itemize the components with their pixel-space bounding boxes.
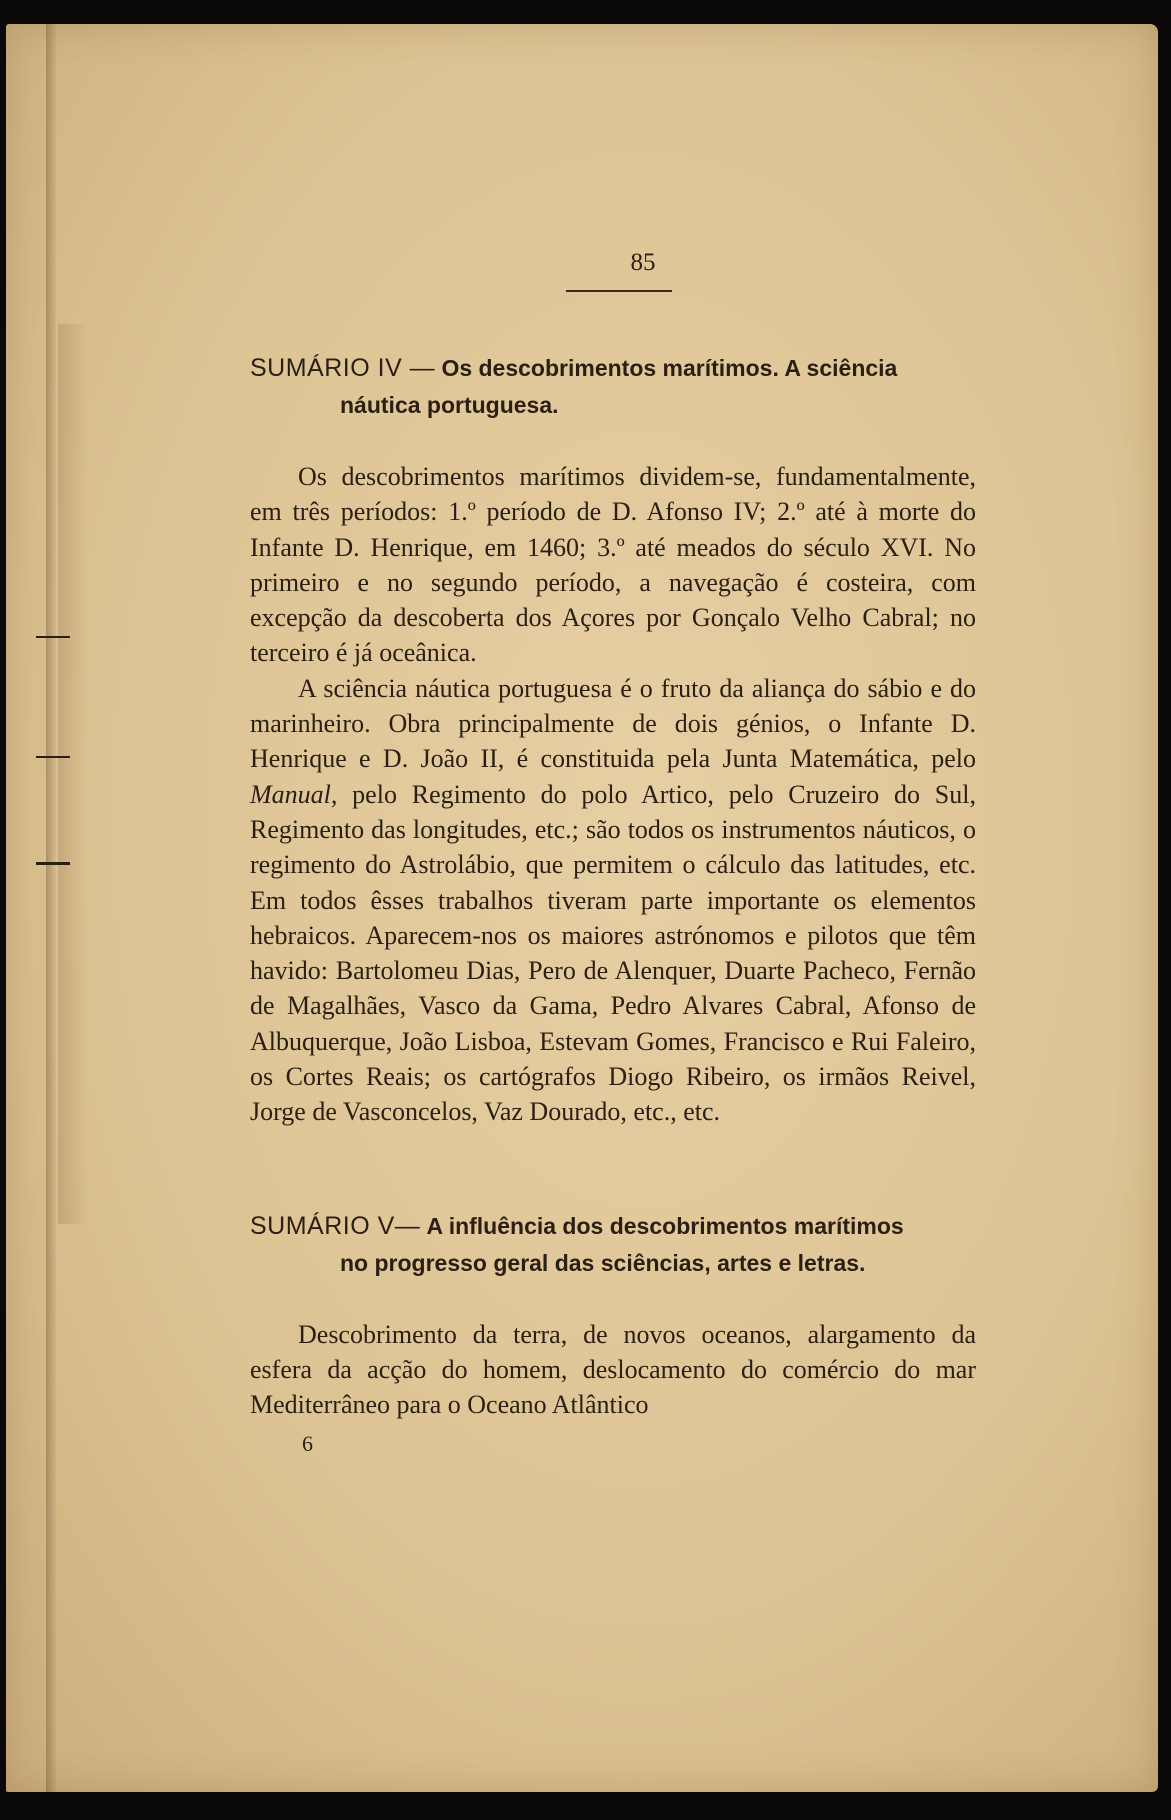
text-column bbox=[250, 224, 976, 1457]
summary-v-body bbox=[250, 1317, 976, 1423]
summary-iv-paragraph-2 bbox=[250, 671, 976, 1130]
summary-v-label: SUMÁRIO V— bbox=[250, 1211, 421, 1240]
binding-edge bbox=[46, 24, 56, 1792]
summary-v-paragraph-1: Descobrimento da terra, de novos oceanos, alargamento da esfera da acção do homem, deslocamento do comércio do mar Mediterrâneo para o Oceano Atlântico bbox=[250, 1319, 976, 1420]
manual-title-italic: Manual, bbox=[250, 779, 338, 809]
paper-sheet bbox=[6, 24, 1158, 1792]
summary-iv-title-line2: náutica portuguesa. bbox=[340, 392, 559, 418]
signature-mark: 6 bbox=[302, 1430, 313, 1456]
summary-iv-label: SUMÁRIO IV — bbox=[250, 354, 436, 382]
section-spacer bbox=[250, 1130, 976, 1208]
paragraph-2-text-after: pelo Regimento do polo Artico, pelo Cruzeiro do Sul, Regimento das longitudes, etc.; são todos os instrumentos náuticos, o regimento do Astrolábio, que permitem o cálculo das latitudes, etc. Em todos êsses trabalhos tiveram parte importante os elementos hebraicos. Aparecem-nos os maiores astrónomos e pilotos que têm havido: Bartolomeu Dias, Pero de Alenquer, Duarte Pacheco, Fernão de Magalhães, Vasco da Gama, Pedro Alvares Cabral, Afonso de Albuquerque, João Lisboa, Estevam Gomes, Francisco e Rui Faleiro, os Cortes Reais; os cartógrafos Diogo Ribeiro, os irmãos Reivel, Jorge de Vasconcelos, Vaz Dourado, etc., etc. bbox=[250, 779, 976, 1127]
summary-v-title-line2: no progresso geral das sciências, artes e letras. bbox=[340, 1249, 866, 1276]
page-number-rule bbox=[566, 290, 672, 292]
page-number: 85 bbox=[630, 249, 656, 276]
margin-mark bbox=[36, 756, 70, 758]
paragraph-2-text-before: A sciência náutica portuguesa é o fruto da aliança do sábio e do marinheiro. Obra principalmente de dois génios, o Infante D. Henrique e D. João II, é constituida pela Junta Matemática, pelo bbox=[250, 673, 976, 774]
summary-v-heading bbox=[250, 1208, 976, 1281]
margin-mark bbox=[36, 862, 70, 865]
summary-iv-body bbox=[250, 459, 976, 1130]
margin-mark bbox=[36, 636, 70, 638]
summary-iv-heading bbox=[250, 350, 976, 423]
paper-stain bbox=[58, 324, 88, 1224]
summary-iv-paragraph-1: Os descobrimentos marítimos dividem-se, fundamentalmente, em três períodos: 1.º período de D. Afonso IV; 2.º até à morte do Infante D. Henrique, em 1460; 3.º até meados do século XVI. No primeiro e no segundo período, a navegação é costeira, com excepção da descoberta dos Açores por Gonçalo Velho Cabral; no terceiro é já oceânica. bbox=[250, 462, 976, 668]
summary-iv-title-line1: Os descobrimentos marítimos. A sciência bbox=[441, 355, 898, 381]
summary-v-title-line1: A influência dos descobrimentos marítimos bbox=[426, 1212, 904, 1239]
